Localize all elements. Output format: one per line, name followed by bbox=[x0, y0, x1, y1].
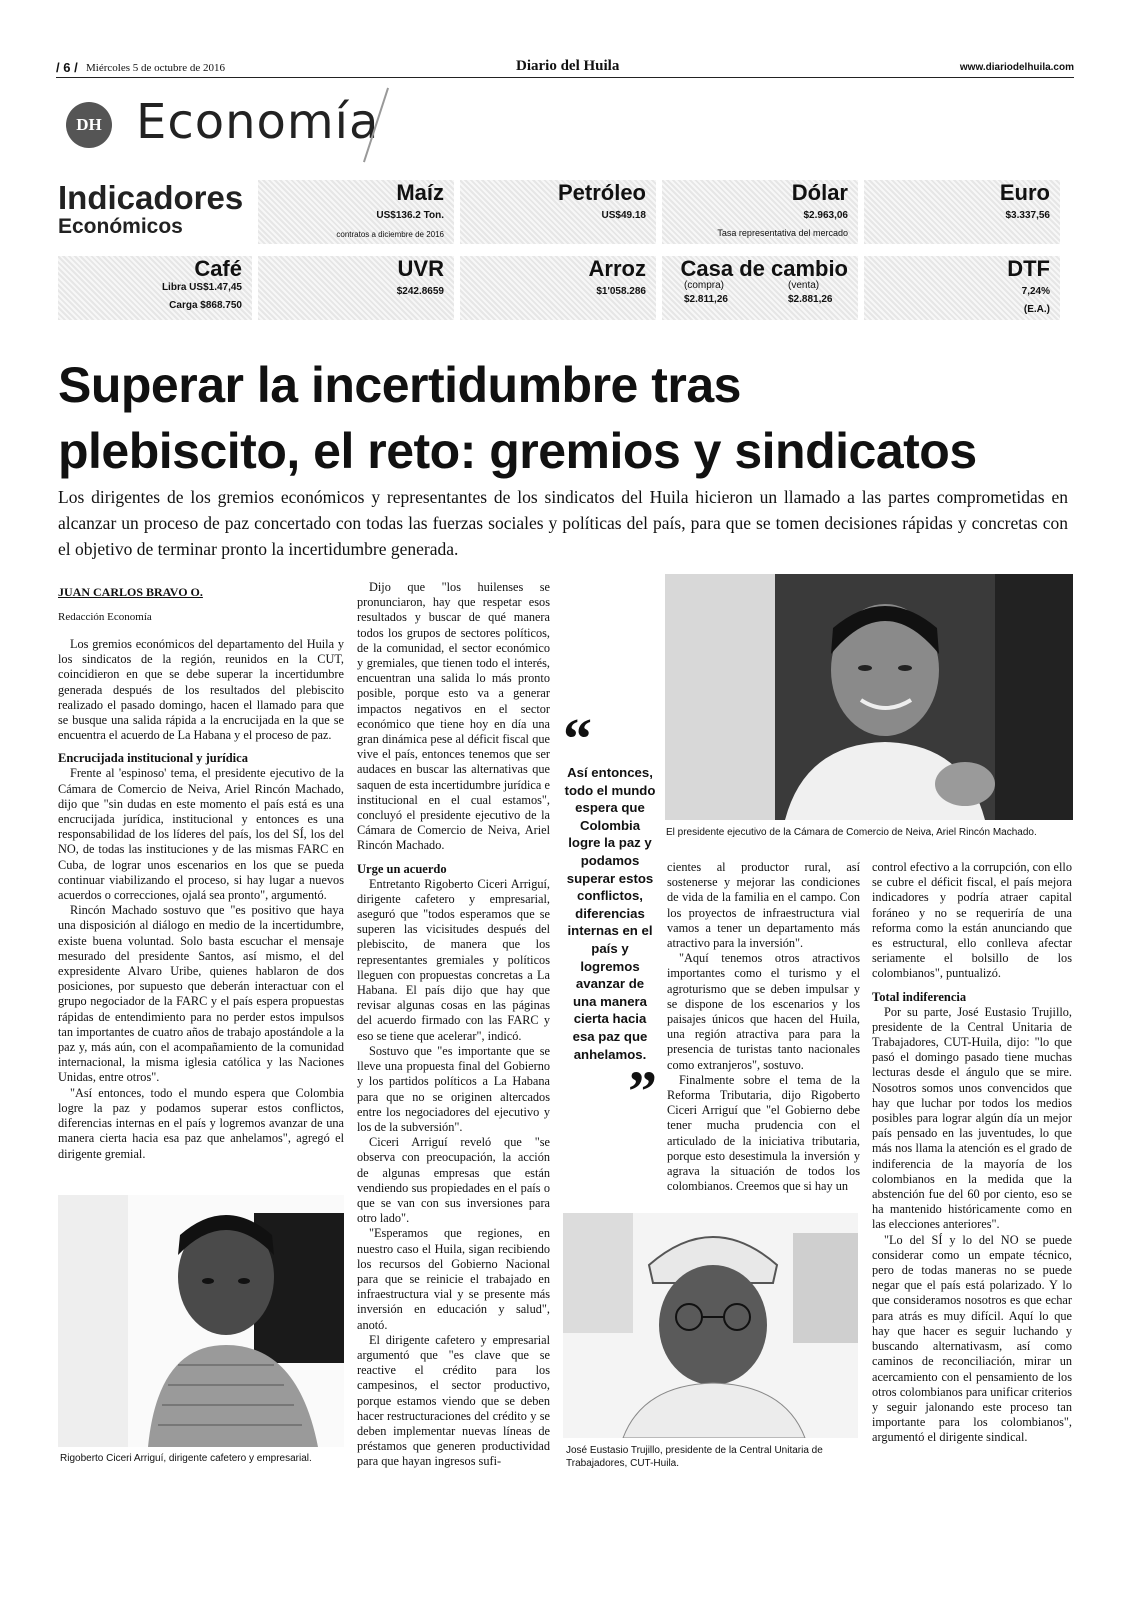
indicator-name: Euro bbox=[999, 180, 1050, 205]
indicator-name: Maíz bbox=[396, 180, 444, 205]
indicator-arroz bbox=[460, 256, 656, 320]
paragraph: "Esperamos que regiones, en nuestro caso el Huila, sigan recibiendo los recursos del Gobierno Nacional para que se reinicie el trabajado en infraestructura vial y se presente más inversión en educación y salud", anotó. bbox=[357, 1226, 550, 1332]
indicator-name: UVR bbox=[397, 256, 444, 281]
byline: JUAN CARLOS BRAVO O. bbox=[58, 585, 203, 599]
indicator-note: Tasa representativa del mercado bbox=[717, 228, 848, 238]
paragraph: Por su parte, José Eustasio Trujillo, presidente de la Central Unitaria de Trabajadores, CUT-Huila, dijo: "lo que pasó el domingo pasado tiene muchas lecturas desde el ángulo que se mire. Nosotros somos unos convencidos que hay que luchar por todos los medios posibles para lograr algún día un mejor país pensado en las juventudes, lo que más nos llama la atención es el grado de indiferencia de la mayoría de los colombianos en la medida que la abstención fue del 60 por ciento, eso se ha mantenido históricamente como en las elecciones anteriores". bbox=[872, 1004, 1072, 1232]
indicator-name: Casa de cambio bbox=[680, 256, 848, 281]
indicator-value: Carga $868.750 bbox=[169, 300, 242, 311]
buy-value: $2.811,26 bbox=[684, 294, 728, 305]
caption-trujillo: José Eustasio Trujillo, presidente de la Central Unitaria de Trabajadores, CUT-Huila. bbox=[566, 1445, 823, 1469]
indicators-subtitle: Económicos bbox=[58, 215, 183, 238]
page-number: / 6 / bbox=[56, 60, 78, 75]
photo-rincon bbox=[665, 574, 1073, 820]
section-title: Economía bbox=[136, 94, 380, 150]
photo-ciceri bbox=[58, 1195, 344, 1447]
pull-quote bbox=[563, 706, 657, 1134]
quote-open-mark: “ bbox=[563, 706, 592, 771]
masthead bbox=[516, 58, 619, 75]
indicator-name: Café bbox=[194, 256, 242, 281]
indicator-value: US$136.2 Ton. bbox=[376, 210, 444, 221]
indicator-dolar bbox=[662, 180, 858, 244]
headline-line-2: plebiscito, el reto: gremios y sindicatos bbox=[58, 423, 977, 479]
portrait-image bbox=[58, 1195, 344, 1447]
indicator-casa-de-cambio bbox=[662, 256, 858, 320]
paragraph: Rincón Machado sostuvo que "es positivo que haya una disposición al diálogo en medio de la incertidumbre, existe buena voluntad. Solo basta escuchar el mensaje mesurado del presidente Santos, así mismo, el del expresidente Alvaro Uribe, quienes hablaron de dos posiciones, por supuesto que deberán interactuar con el grupo negociador de la FARC y el país espera propuestas rápidas de entendimiento para no perder estos impulsos tan importantes de cuatro años de trabajo apostándole a la paz y, más aún, con el acompañamiento de la comunidad internacional, la misma iglesia católica y las Naciones Unidas, entre otros". bbox=[58, 903, 344, 1085]
indicator-value: $1'058.286 bbox=[596, 286, 646, 297]
desk: Redacción Economía bbox=[58, 611, 152, 623]
masthead-prefix: Diario del bbox=[516, 58, 580, 74]
masthead-bold: Huila bbox=[583, 58, 620, 74]
indicator-name: Arroz bbox=[588, 256, 646, 281]
indicator-cafe bbox=[58, 256, 252, 320]
indicator-note: contratos a diciembre de 2016 bbox=[336, 230, 444, 239]
quote-text: Así entonces, todo el mundo espera que Colombia logre la paz y podamos superar estos conflictos, diferencias internas en el país y logremos avanzar de una manera cierta hacia esa paz que anhelamos. bbox=[564, 765, 656, 1062]
dh-logo: DH bbox=[66, 102, 112, 148]
paragraph: Ciceri Arriguí reveló que "se observa con preocupación, la acción de algunas empresas que están vendiendo sus propiedades en el país o que se van con sus inversiones para otro lado". bbox=[357, 1135, 550, 1226]
article-column-1 bbox=[58, 637, 344, 1162]
indicator-value: US$49.18 bbox=[601, 210, 646, 221]
article-headline bbox=[58, 352, 1078, 484]
paragraph: Entretanto Rigoberto Ciceri Arriguí, dirigente cafetero y empresarial, aseguró que "todos esperamos que se superen las vicisitudes después del plebiscito, de manera que los representantes gremiales y políticos lleguen con propuestas concretas a La Habana. El país dijo que hay que revisar algunas cosas en las páginas del acuerdo firmado con las FARC y eso se tiene que acelerar", indicó. bbox=[357, 876, 550, 1043]
website-url: www.diariodelhuila.com bbox=[959, 62, 1074, 73]
indicator-petroleo bbox=[460, 180, 656, 244]
caption-ciceri: Rigoberto Ciceri Arriguí, dirigente cafetero y empresarial. bbox=[60, 1453, 312, 1464]
indicator-value: 7,24% bbox=[1021, 286, 1050, 297]
indicator-name: Dólar bbox=[791, 180, 848, 205]
indicator-uvr bbox=[258, 256, 454, 320]
paragraph: El dirigente cafetero y empresarial argumentó que "es clave que se reactive el crédito para los campesinos, el sector productivo, porque estamos viendo que se deben hacer restructuraciones del crédito y se deben implementar nuevas líneas de préstamos que generen productividad para que hayan ingresos sufi- bbox=[357, 1332, 550, 1469]
paragraph: "Lo del SÍ y lo del NO se puede considerar como un empate técnico, pero de todas maneras no se puede negar que el país está polarizado. Y lo que consideramos nosotros es que echar para atrás es muy difícil. Aquí lo que hay que hacer es seguir luchando y buscando alternativasm, así como caminos de reconciliación, mirar un acercamiento con el pensamiento de los otros colombianos para unificar criterios y seguir jalonando este proceso tan importante para los colombianos", argumentó el dirigente sindical. bbox=[872, 1232, 1072, 1445]
subheading: Encrucijada institucional y jurídica bbox=[58, 751, 248, 766]
sell-value: $2.881,26 bbox=[788, 294, 833, 305]
paragraph: Frente al 'espinoso' tema, el presidente ejecutivo de la Cámara de Comercio de Neiva, Ariel Rincón Machado, dijo que "sin dudas en este momento el país está es una encrucijada jurídica, institucional y entonces es una responsabilidad de los líderes del país, los del SÍ, los del NO, de todas las instituciones y de las mismas FARC en Cuba, de lograr unos escenarios en los que se pueda continuar viabilizando el proceso, si hay lugar a nuevos acuerdos o correcciones, ojalá sea pronto", argumentó. bbox=[58, 766, 344, 903]
indicator-dtf bbox=[864, 256, 1060, 320]
quote-close-mark: ” bbox=[628, 1059, 657, 1125]
publication-date: Miércoles 5 de octubre de 2016 bbox=[86, 62, 225, 74]
paragraph: Finalmente sobre el tema de la Reforma Tributaria, dijo Rigoberto Ciceri Arriguí que "el Gobierno debe tener mucha prudencia con el articulado de la iniciativa tributaria, porque esto desestimula la inversión y agrava la situación de todos los colombianos. Creemos que si hay un bbox=[667, 1072, 860, 1194]
article-column-2 bbox=[357, 580, 550, 1470]
paragraph: Dijo que "los huilenses se pronunciaron, hay que respetar esos resultados y buscar de qué manera todos los grupos de sectores políticos, de la comunidad, el sector económico y gremiales, que tienen todo el interés, encuentran una salida lo más pronto posible, porque esto va a generar impactos negativos en el sector económico que tiene hoy en día una gran dinámica pese al déficit fiscal que vive el país, entonces tenemos que ser audaces en buscar las alternativas que saquen de esta incertidumbre jurídica e institucional en el cual estamos", concluyó el presidente ejecutivo de la Cámara de Comercio de Neiva, Ariel Rincón Machado. bbox=[357, 580, 550, 853]
indicator-name: Petróleo bbox=[557, 180, 646, 205]
photo-trujillo bbox=[563, 1213, 858, 1438]
portrait-image bbox=[665, 574, 1073, 820]
article-column-4 bbox=[872, 860, 1072, 1446]
indicator-value: Libra US$1.47,45 bbox=[161, 282, 242, 293]
paragraph: "Así entonces, todo el mundo espera que Colombia logre la paz y podamos superar estos conflictos, diferencias internas en el país y logremos avanzar de una manera cierta hacia esa paz que anhelamos", agregó el dirigente gremial. bbox=[58, 1085, 344, 1161]
subheading: Total indiferencia bbox=[872, 989, 967, 1004]
indicator-euro bbox=[864, 180, 1060, 244]
sell-label: (venta) bbox=[788, 280, 820, 291]
paragraph: cientes al productor rural, así sostenerse y mejorar las condiciones de vida de la familia en el campo. Con los proyectos de infraestructura vial vamos a tener un departamento más atractivo para la inversión". bbox=[667, 860, 860, 951]
page-header bbox=[56, 60, 1074, 78]
indicator-value: $2.963,06 bbox=[803, 210, 848, 221]
indicator-value: $242.8659 bbox=[396, 286, 444, 297]
indicator-value: $3.337,56 bbox=[1005, 210, 1050, 221]
paragraph: "Aquí tenemos otros atractivos importantes como el turismo y el agroturismo que se deben impulsar y se dispone de los escenarios y los paisajes únicos que hacen del Huila, una región atractiva para para la presencia de turistas tanto nacionales como extranjeros", sostuvo. bbox=[667, 951, 860, 1072]
indicator-name: DTF bbox=[1007, 256, 1050, 281]
article-column-3 bbox=[667, 860, 860, 1194]
portrait-image bbox=[563, 1213, 858, 1438]
paragraph: Los gremios económicos del departamento del Huila y los sindicatos de la región, reunidos en la CUT, coincidieron en que se debe superar la incertidumbre generada después de los resultados del plebiscito realizado el pasado domingo, hacen el llamado para que se busque una salida rápida a la encrucijada en la que se encuentra el acuerdo de La Habana y el proceso de paz. bbox=[58, 637, 344, 743]
buy-label: (compra) bbox=[684, 280, 725, 291]
caption-rincon: El presidente ejecutivo de la Cámara de Comercio de Neiva, Ariel Rincón Machado. bbox=[666, 827, 1037, 838]
article-lead: Los dirigentes de los gremios económicos y representantes de los sindicatos del Huila hicieron un llamado a las partes comprometidas en alcanzar un proceso de paz concertado con todas las fuerzas sociales y políticas del país, para que se tomen decisiones rápidas y concretas con el objetivo de terminar pronto la incertidumbre generada. bbox=[58, 487, 1068, 559]
indicator-maiz bbox=[258, 180, 454, 244]
subheading: Urge un acuerdo bbox=[357, 861, 447, 876]
indicator-note: (E.A.) bbox=[1023, 304, 1050, 315]
indicators-title: Indicadores bbox=[58, 179, 244, 216]
paragraph: Sostuvo que "es importante que se lleve una propuesta final del Gobierno y los partidos políticos a La Habana para que no se originen altercados entre los negociadores del ejecutivo y los de la subversión". bbox=[357, 1043, 550, 1134]
paragraph: control efectivo a la corrupción, con ello se cubre el déficit fiscal, el país mejora indicadores y podría atraer capital foráneo y no se requeriría de una reforma como la están anunciando que es estructural, ello conlleva afectar seriamente el bolsillo de los colombianos", puntualizó. bbox=[872, 860, 1072, 981]
headline-line-1: Superar la incertidumbre tras bbox=[58, 357, 741, 413]
